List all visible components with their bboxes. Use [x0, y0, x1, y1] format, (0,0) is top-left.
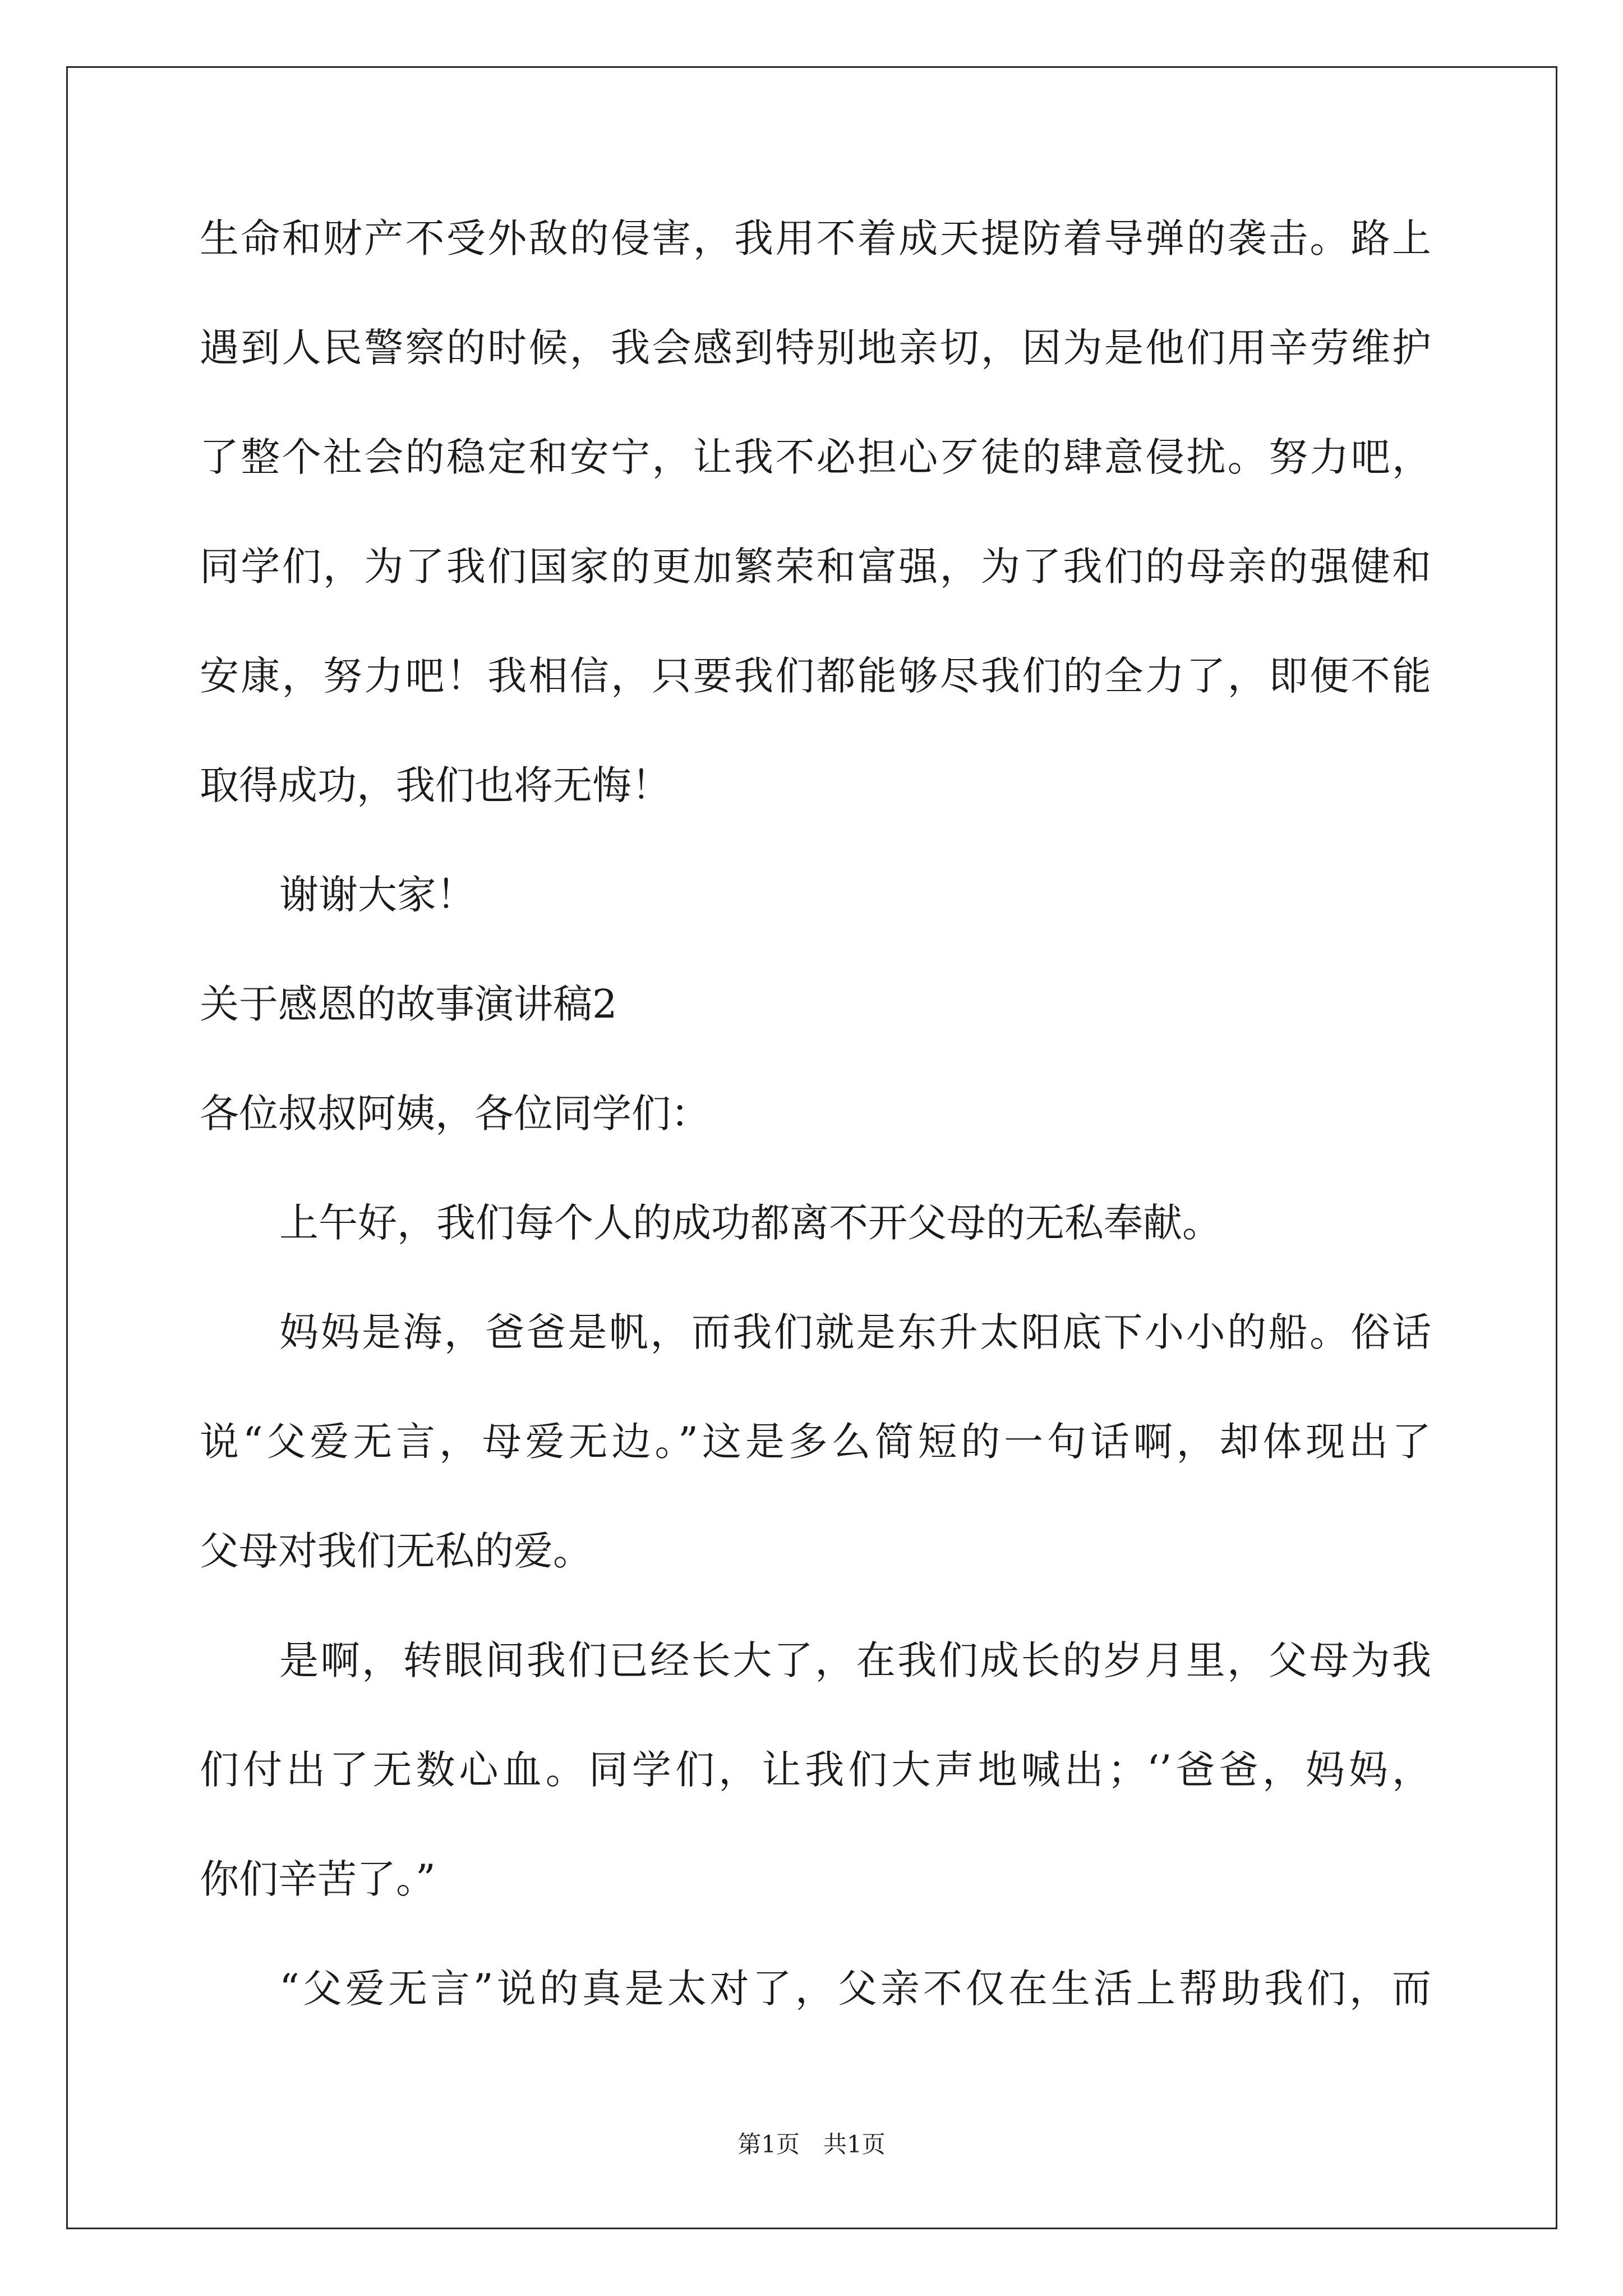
- text-line: 生命和财产不受外敌的侵害，我用不着成天提防着导弹的袭击。路上: [200, 215, 1431, 261]
- text-line: 安康，努力吧！我相信，只要我们都能够尽我们的全力了，即便不能: [200, 653, 1431, 699]
- text-line: 们付出了无数心血。同学们，让我们大声地喊出；‘’爸爸，妈妈，: [200, 1747, 1431, 1793]
- thanks-line: 谢谢大家！: [279, 872, 476, 918]
- text-line: 遇到人民警察的时候，我会感到特别地亲切，因为是他们用辛劳维护: [200, 325, 1431, 371]
- text-line: 是啊，转眼间我们已经长大了，在我们成长的岁月里，父母为我: [279, 1637, 1431, 1683]
- text-line: “父爱无言”说的真是太对了，父亲不仅在生活上帮助我们，而: [279, 1966, 1431, 2012]
- text-line: 父母对我们无私的爱。: [200, 1528, 592, 1574]
- text-line: 同学们，为了我们国家的更加繁荣和富强，为了我们的母亲的强健和: [200, 544, 1431, 590]
- page-footer: 第1页 共1页: [737, 2131, 886, 2158]
- text-line: 你们辛苦了。”: [200, 1856, 436, 1902]
- text-line: 了整个社会的稳定和安宁，让我不必担心歹徒的肆意侵扰。努力吧，: [200, 434, 1431, 480]
- text-line: 上午好，我们每个人的成功都离不开父母的无私奉献。: [279, 1200, 1221, 1246]
- text-line: 说“父爱无言，母爱无边。”这是多么简短的一句话啊，却体现出了: [200, 1419, 1431, 1465]
- salutation: 各位叔叔阿姨，各位同学们：: [200, 1091, 710, 1137]
- document-body: [200, 215, 1431, 2078]
- text-line: 取得成功，我们也将无悔！: [200, 762, 671, 808]
- section-heading: 关于感恩的故事演讲稿2: [200, 981, 617, 1027]
- text-line: 妈妈是海，爸爸是帆，而我们就是东升太阳底下小小的船。俗话: [279, 1309, 1431, 1355]
